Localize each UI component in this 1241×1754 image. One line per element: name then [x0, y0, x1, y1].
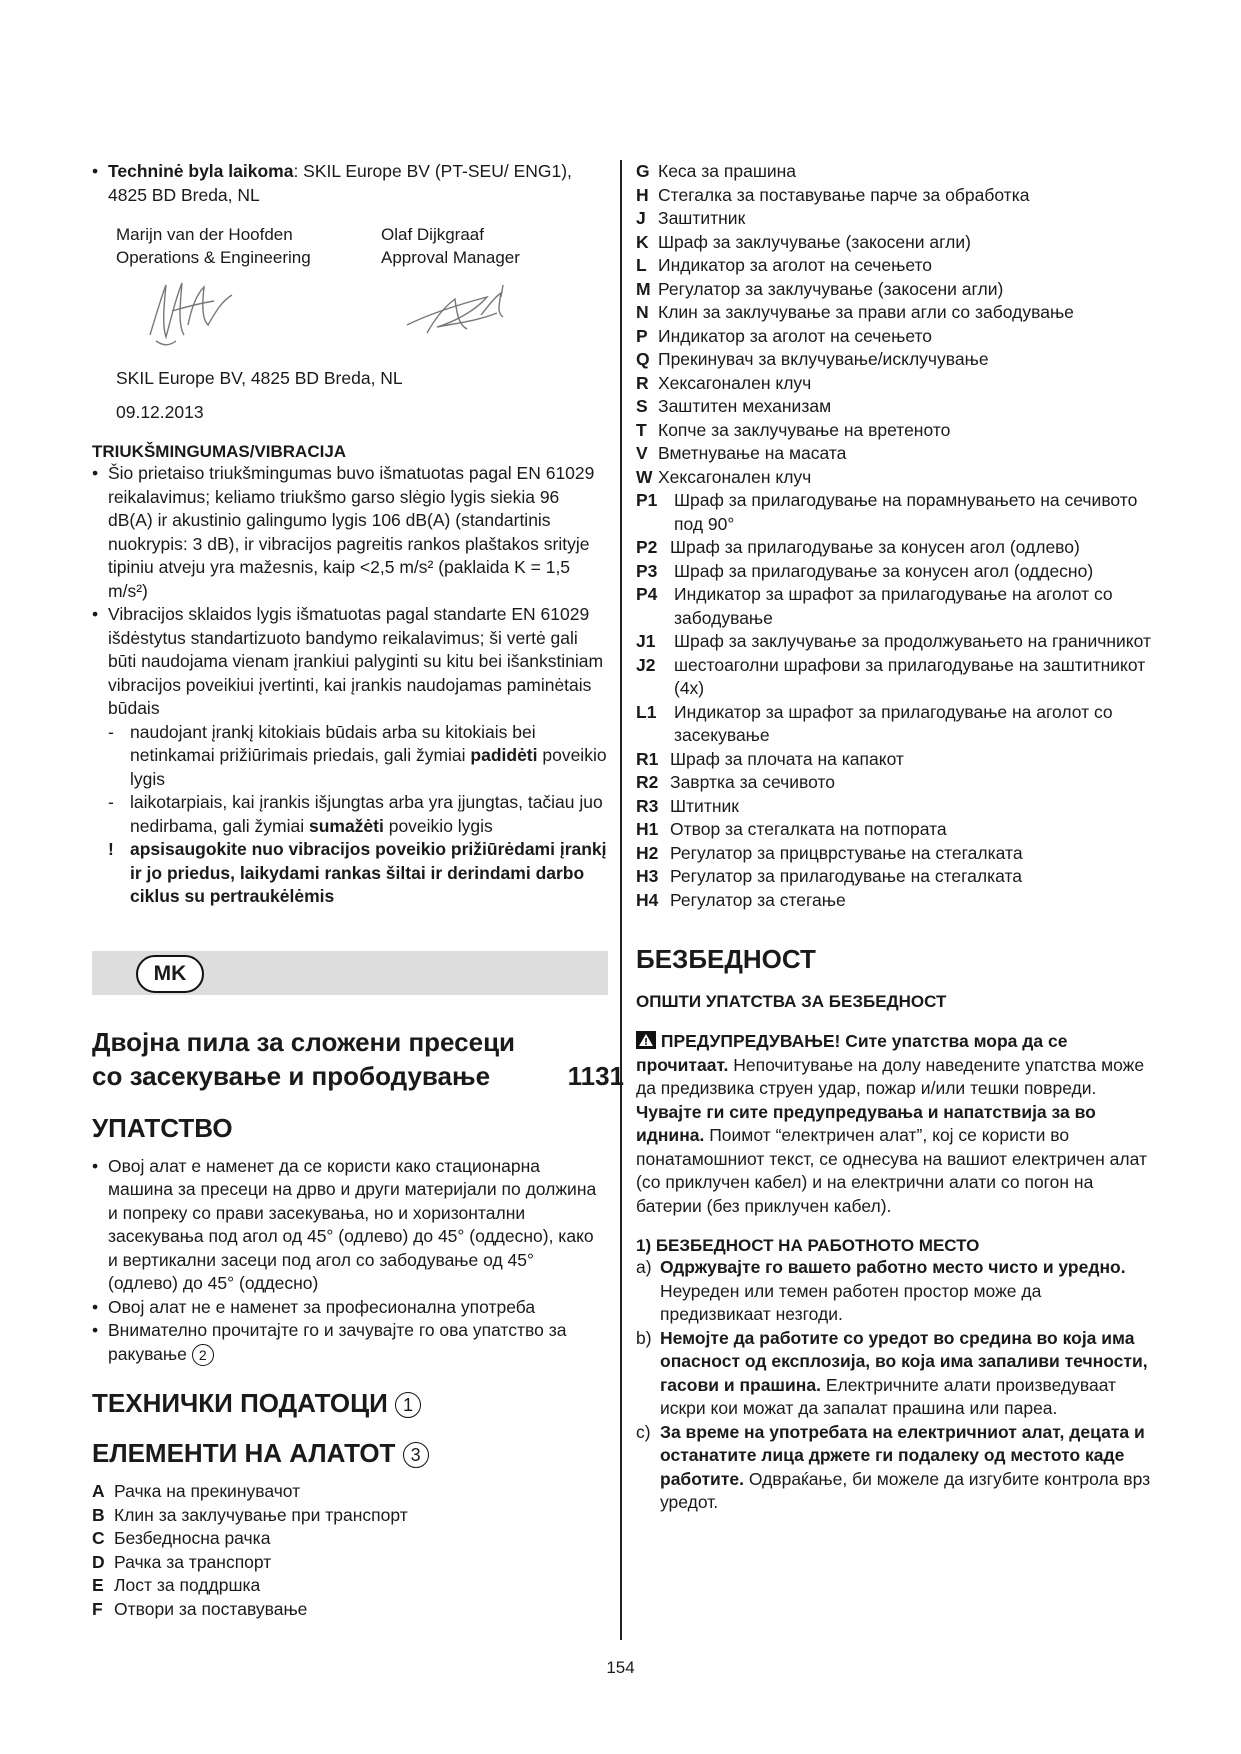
- warning-paragraph: [636, 1030, 1156, 1218]
- instructions-heading: УПАТСТВО: [92, 1112, 233, 1143]
- list-item-key: R2: [636, 772, 659, 792]
- company-address: SKIL Europe BV, 4825 BD Breda, NL: [116, 368, 403, 388]
- list-item-key: L1: [636, 701, 657, 722]
- noise-dash-2-bold: sumažėti: [308, 815, 384, 836]
- list-item-text: Шраф за заклучување (закосени агли): [658, 231, 971, 252]
- list-item-text: Индикатор за аголот на сечењето: [658, 255, 933, 275]
- safety-heading: БЕЗБЕДНОСТ: [636, 944, 816, 974]
- list-item-text: Индикатор за аголот на сечењето: [658, 325, 933, 346]
- left-column: [92, 160, 624, 1621]
- column-divider: [620, 160, 622, 1640]
- list-item-key: H4: [636, 889, 659, 910]
- list-item: [92, 1504, 608, 1528]
- list-item-text: Клин за заклучување за прави агли со забодување: [658, 302, 1074, 322]
- product-title-line-2: со засекување и прободување: [92, 1060, 491, 1091]
- list-item-text: Заштитник: [658, 208, 746, 228]
- list-item-key: V: [636, 443, 648, 463]
- signatures: [132, 275, 608, 365]
- safety-item-bold: Немојте да работите со уредот во средина во која има опасност од експлозија, во која има запаливи течности, гасови и прашина.: [660, 1327, 1148, 1395]
- list-item-key: H: [636, 184, 649, 205]
- intro-bullet-3: • Внимателно прочитајте го и зачувајте го ова упатство за ракување 2: [92, 1319, 608, 1366]
- noise-dash-1-post: poveikio lygis: [130, 745, 607, 789]
- list-item-text: Шраф за прилагодување за конусен агол (одлево): [670, 537, 1080, 557]
- list-item-key: P3: [636, 560, 658, 581]
- safety-item-c: [636, 1421, 1156, 1515]
- noise-dash-1-bold: padidėti: [470, 745, 538, 765]
- list-item: [636, 160, 1156, 184]
- list-item-key: N: [636, 302, 649, 322]
- warning-icon: [636, 1031, 656, 1049]
- figure-ref-2: 2: [192, 1344, 214, 1366]
- list-item: [636, 348, 1156, 372]
- tool-elements-heading-text: ЕЛЕМЕНТИ НА АЛАТОТ: [92, 1438, 396, 1468]
- figure-ref-3: 3: [403, 1442, 429, 1468]
- list-item-text: Копче за заклучување на вретеното: [658, 419, 951, 440]
- product-title: [92, 1025, 624, 1093]
- safety-item-key: c): [636, 1421, 651, 1442]
- signer-2-role: Approval Manager: [381, 248, 520, 267]
- list-item-key: P2: [636, 537, 658, 557]
- signer-1-role: Operations & Engineering: [116, 248, 311, 267]
- signer-1-name: Marijn van der Hoofden: [116, 225, 293, 244]
- list-item-key: H3: [636, 866, 659, 886]
- list-item-key: B: [92, 1504, 105, 1525]
- list-item: [92, 1598, 608, 1622]
- list-item-text: Регулатор за прилагодување на стегалката: [670, 866, 1023, 886]
- noise-dash-2-post: poveikio lygis: [383, 815, 493, 836]
- tech-data-heading: [92, 1386, 608, 1420]
- noise-warning: ! apsisaugokite nuo vibracijos poveikio prižiūrėdami įrankį ir jo priedus, laikydami rankas šiltai ir derindami darbo ciklus su pertraukėlėmis: [108, 838, 608, 909]
- signature-2-image: [397, 275, 597, 355]
- list-item-text: Заштитен механизам: [658, 396, 832, 416]
- declaration-date: 09.12.2013: [116, 401, 204, 422]
- noise-bullet-1-text: Šio prietaiso triukšmingumas buvo išmatuotas pagal EN 61029 reikalavimus; keliamo triukšmo garso slėgio lygis siekia 96 dB(A) ir akustinio galingumo lygis 106 dB(A) (standartinis nuokrypis: 3 dB), ir vibracijos pagreitis rankos plaštakos srityje tipiniu atveju yra mažesnis, kaip <2,5 m/s² (paklaida K = 1,5 m/s²): [108, 463, 595, 601]
- list-item-key: H1: [636, 819, 659, 839]
- list-item: [636, 630, 1156, 654]
- list-item: [636, 442, 1156, 466]
- list-item-text: Штитник: [670, 795, 739, 816]
- list-item-text: Вметнување на масата: [658, 443, 847, 463]
- list-item-key: R1: [636, 748, 659, 769]
- noise-bullet-2: • Vibracijos sklaidos lygis išmatuotas pagal standarte EN 61029 išdėstytus standartizuoto bandymo reikalavimus; ši vertė gali būti naudojama vienam įrankiui palyginti su kitu bei išankstiniam vibracijos poveikiui įvertinti, kai įrankis naudojamas paminėtais būdais: [92, 603, 608, 721]
- list-item-key: C: [92, 1528, 105, 1548]
- warning-bold-1: ПРЕДУПРЕДУВАЊЕ! Сите упатства мора да се прочитаат.: [636, 1031, 1068, 1075]
- list-item-text: Индикатор за шрафот за прилагодување на аголот со засекување: [674, 701, 1113, 745]
- list-item-key: R: [636, 372, 649, 393]
- list-item-key: T: [636, 419, 647, 440]
- list-item-text: Прекинувач за вклучување/исклучување: [658, 349, 989, 369]
- list-item-text: Лост за поддршка: [114, 1575, 261, 1595]
- workplace-safety-heading: 1) БЕЗБЕДНОСТ НА РАБОТНОТО МЕСТО: [636, 1236, 980, 1255]
- list-item-text: Безбедносна рачка: [114, 1528, 271, 1548]
- figure-ref-1: 1: [395, 1392, 421, 1418]
- list-item-text: Рачка на прекинувачот: [114, 1481, 301, 1501]
- list-item-key: J1: [636, 631, 656, 651]
- list-item: [636, 278, 1156, 302]
- left-elements-list: [92, 1480, 608, 1621]
- list-item: [636, 771, 1156, 795]
- intro-bullet-3-text: Внимателно прочитајте го и зачувајте го ова упатство за ракување: [108, 1320, 567, 1364]
- list-item-key: M: [636, 278, 651, 299]
- noise-dash-2-pre: laikotarpiais, kai įrankis išjungtas arba yra įjungtas, tačiau juo nedirbama, gali žymiai: [130, 792, 603, 836]
- noise-bullet-2-text: Vibracijos sklaidos lygis išmatuotas pagal standarte EN 61029 išdėstytus standartizuoto bandymo reikalavimus; ši vertė gali būti naudojama vienam įrankiui palyginti su kitu bei išankstiniam vibracijos poveikiui įvertinti, kai įrankis naudojamas paminėtais būdais: [108, 604, 604, 718]
- list-item-text: Стегалка за поставување парче за обработка: [658, 184, 1030, 205]
- language-bar: [92, 951, 608, 995]
- list-item-key: A: [92, 1481, 105, 1501]
- list-item-text: Клин за заклучување при транспорт: [114, 1504, 408, 1525]
- list-item-key: P4: [636, 584, 658, 604]
- list-item: [636, 818, 1156, 842]
- right-elements-list: [636, 160, 1156, 912]
- noise-bullet-1: • Šio prietaiso triukšmingumas buvo išmatuotas pagal EN 61029 reikalavimus; keliamo triukšmo garso slėgio lygis siekia 96 dB(A) ir akustinio galingumo lygis 106 dB(A) (standartinis nuokrypis: 3 dB), ir vibracijos pagreitis rankos plaštakos srityje tipiniu atveju yra mažesnis, kaip <2,5 m/s² (paklaida K = 1,5 m/s²): [92, 462, 608, 603]
- tech-data-heading-text: ТЕХНИЧКИ ПОДАТОЦИ: [92, 1388, 388, 1418]
- list-item-key: W: [636, 466, 653, 487]
- list-item-key: H2: [636, 842, 659, 863]
- list-item-text: Отвор за стегалката на потпората: [670, 819, 947, 839]
- list-item-key: J2: [636, 654, 656, 675]
- list-item: [636, 842, 1156, 866]
- list-item-text: Хексагонален клуч: [658, 372, 812, 393]
- safety-item-a: [636, 1256, 1156, 1327]
- general-safety-heading: ОПШТИ УПАТСТВА ЗА БЕЗБЕДНОСТ: [636, 992, 947, 1011]
- list-item: [636, 254, 1156, 278]
- list-item: [92, 1527, 608, 1551]
- list-item-key: D: [92, 1551, 105, 1572]
- list-item-key: L: [636, 255, 647, 275]
- list-item-text: Хексагонален клуч: [658, 466, 812, 487]
- noise-dash-1: - naudojant įrankį kitokiais būdais arba su kitokiais bei netinkamai prižiūrimais priedais, gali žymiai padidėti poveikio lygis: [108, 721, 607, 789]
- signature-1-image: [132, 275, 397, 355]
- list-item: [636, 583, 1156, 630]
- intro-bullet-2: • Овој алат не е наменет за професионална употреба: [92, 1296, 608, 1320]
- right-column: [636, 160, 1156, 1515]
- list-item-key: P: [636, 325, 648, 346]
- list-item-key: Q: [636, 349, 650, 369]
- list-item-key: E: [92, 1575, 104, 1595]
- model-number: 1131: [567, 1060, 624, 1091]
- tech-file-label: Techninė byla laikoma: [108, 161, 294, 181]
- list-item-text: Шраф за заклучување за продолжувањето на граничникот: [674, 631, 1152, 651]
- noise-dash-2: - laikotarpiais, kai įrankis išjungtas arba yra įjungtas, tačiau juo nedirbama, gali žymiai sumažėti poveikio lygis: [108, 792, 603, 836]
- noise-dash-1-pre: naudojant įrankį kitokiais būdais arba su kitokiais bei netinkamai prižiūrimais priedais, gali žymiai: [130, 721, 536, 765]
- list-item-text: Отвори за поставување: [114, 1598, 308, 1619]
- list-item: [636, 207, 1156, 231]
- safety-item-text: Одвраќање, би можеле да изгубите контрола врз уредот.: [660, 1468, 1151, 1512]
- safety-item-bold: За време на употребата на електричниот алат, децата и останатите лица држете ги подалеку од местото каде работите.: [660, 1421, 1145, 1489]
- list-item-text: Шраф за плочата на капакот: [670, 748, 904, 769]
- list-item-text: Шраф за прилагодување за конусен агол (оддесно): [674, 560, 1094, 581]
- page-number: 154: [606, 1658, 635, 1677]
- intro-bullet-2-text: Овој алат не е наменет за професионална употреба: [108, 1296, 536, 1317]
- list-item-key: J: [636, 208, 646, 228]
- list-item: [636, 419, 1156, 443]
- list-item-text: Регулатор за стегање: [670, 889, 846, 910]
- signer-2-name: Olaf Dijkgraaf: [381, 225, 484, 244]
- warning-text-2: Поимот “електричен алат”, кој се користи во понатамошниот текст, се однесува на вашиот електричен алат (со приклучен кабел) и на електрични алати со погон на батерии (без приклучен кабел).: [636, 1125, 1147, 1216]
- list-item: [636, 325, 1156, 349]
- list-item-text: Индикатор за шрафот за прилагодување на аголот со забодување: [674, 584, 1113, 628]
- list-item: [636, 865, 1156, 889]
- list-item: [636, 372, 1156, 396]
- list-item-text: Регулатор за заклучување (закосени агли): [658, 278, 1004, 299]
- safety-item-bold: Одржувајте го вашето работно место чисто и уредно.: [660, 1257, 1126, 1277]
- warning-text-1: Непочитување на долу наведените упатства може да предизвика струен удар, пожар и/или тешки повреди.: [636, 1054, 1145, 1098]
- list-item-key: K: [636, 231, 649, 252]
- list-item-text: шестоаголни шрафови за прилагодување на заштитникот (4x): [674, 654, 1146, 698]
- intro-bullet-1: • Овој алат е наменет да се користи како стационарна машина за пресеци на дрво и други материјали по должина и попреку со прави засекувања, но и хоризонтални засекувања под агол од 45° (одлево) до 45° (оддесно), како и вертикални засеци под агол со забодување од 45° (одлево) до 45° (оддесно): [92, 1155, 608, 1296]
- safety-item-b: [636, 1327, 1156, 1421]
- list-item-text: Регулатор за прицврстување на стегалката: [670, 842, 1023, 863]
- list-item-key: P1: [636, 490, 658, 510]
- list-item-text: Завртка за сечивото: [670, 772, 836, 792]
- list-item-text: Рачка за транспорт: [114, 1551, 272, 1572]
- product-title-line-1: Двојна пила за сложени пресеци: [92, 1026, 516, 1057]
- list-item: [636, 301, 1156, 325]
- noise-heading: TRIUKŠMINGUMAS/VIBRACIJA: [92, 442, 347, 461]
- tech-file-bullet: • Techninė byla laikoma: SKIL Europe BV (PT-SEU/ ENG1), 4825 BD Breda, NL: [92, 161, 572, 205]
- list-item: [636, 654, 1156, 701]
- list-item-key: F: [92, 1598, 103, 1619]
- list-item: [92, 1574, 608, 1598]
- tool-elements-heading: [92, 1436, 608, 1470]
- list-item: [636, 466, 1156, 490]
- list-item-key: R3: [636, 795, 659, 816]
- list-item: [92, 1480, 608, 1504]
- signers: [116, 223, 608, 269]
- noise-warning-text: apsisaugokite nuo vibracijos poveikio prižiūrėdami įrankį ir jo priedus, laikydami rankas šiltai ir derindami darbo ciklus su pertraukėlėmis: [130, 839, 607, 906]
- list-item: [636, 536, 1156, 560]
- list-item: [636, 560, 1156, 584]
- list-item: [636, 889, 1156, 913]
- list-item-text: Шраф за прилагодување на порамнувањето на сечивото под 90°: [674, 490, 1138, 534]
- list-item-key: S: [636, 396, 648, 416]
- list-item: [636, 489, 1156, 536]
- warning-bold-2: Чувајте ги сите предупредувања и напатствија за во иднина.: [636, 1101, 1096, 1145]
- list-item: [636, 748, 1156, 772]
- list-item-key: G: [636, 161, 650, 181]
- list-item: [636, 395, 1156, 419]
- list-item: [636, 701, 1156, 748]
- safety-item-key: a): [636, 1257, 652, 1277]
- list-item: [636, 795, 1156, 819]
- list-item-text: Кеса за прашина: [658, 161, 797, 181]
- safety-item-key: b): [636, 1327, 652, 1348]
- language-badge: MK: [136, 955, 204, 993]
- list-item: [92, 1551, 608, 1575]
- list-item: [636, 231, 1156, 255]
- tech-file-text: : SKIL Europe BV (PT-SEU/ ENG1), 4825 BD Breda, NL: [108, 161, 572, 205]
- intro-bullet-1-text: Овој алат е наменет да се користи како стационарна машина за пресеци на дрво и други материјали по должина и попреку со прави засекувања, но и хоризонтални засекувања под агол од 45° (одлево) до 45° (оддесно), како и вертикални засеци под агол со забодување од 45° (одлево) до 45° (оддесно): [108, 1155, 597, 1293]
- list-item: [636, 184, 1156, 208]
- safety-item-text: Неуреден или темен работен простор може да предизвикаат незгоди.: [660, 1280, 1042, 1324]
- safety-item-text: Електричните алати произведуваат искри кои можат да запалат прашина или пареа.: [660, 1374, 1117, 1418]
